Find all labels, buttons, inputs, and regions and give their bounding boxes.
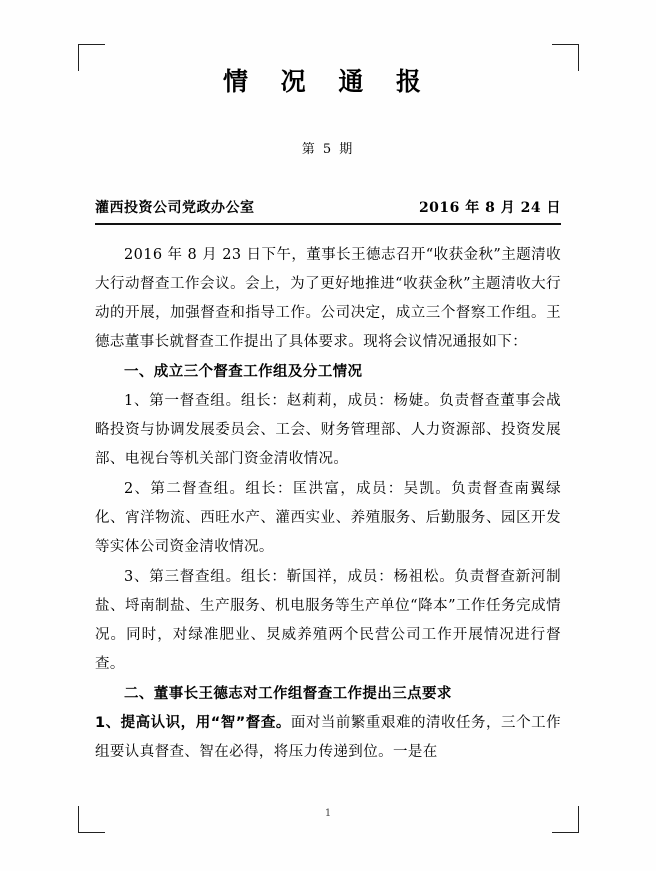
- paragraph-group-three: 3、第三督查组。组长：靳国祥，成员：杨祖松。负责督查新河制盐、埒南制盐、生产服务、机电服务等生产单位“降本”工作任务完成情况。同时，对绿准肥业、炅威养殖两个民营公司工作开展情况进行督查。: [95, 569, 561, 672]
- requirement-one-lead: 1、提高认识，用“智”督查。: [95, 715, 291, 731]
- issue-date: 2016 年 8 月 24 日: [418, 200, 561, 216]
- document-content: [95, 56, 561, 767]
- paragraph-requirement-one: [95, 709, 561, 767]
- paragraph-group-two: 2、第二督查组。组长：匡洪富，成员：吴凯。负责督查南翼绿化、宵洋物流、西旺水产、灌西实业、养殖服务、后勤服务、园区开发等实体公司资金清收情况。: [95, 481, 561, 555]
- requirement-one-text: 面对当前繁重艰难的清收任务，三个工作组要认真督查、智在必得，将压力传递到位。一是在: [95, 715, 562, 760]
- issue-number: 第 5 期: [301, 142, 355, 157]
- paragraph-group-one: 1、第一督查组。组长：赵莉莉，成员：杨婕。负责督查董事会战略投资与协调发展委员会、工会、财务管理部、人力资源部、投资发展部、电视台等机关部门资金清收情况。: [95, 393, 561, 467]
- document-body: [95, 241, 561, 767]
- section-heading-two: 二、董事长王德志对工作组督查工作提出三点要求: [124, 686, 452, 702]
- paragraph-intro: 2016 年 8 月 23 日下午，董事长王德志召开“收获金秋”主题清收大行动督查工作会议。会上，为了更好地推进“收获金秋”主题清收大行动的开展，加强督查和指导工作。公司决定，成立三个督察工作组。王德志董事长就督查工作提出了具体要求。现将会议情况通报如下：: [95, 247, 561, 350]
- page-number: 1: [324, 808, 332, 819]
- section-heading-one: 一、成立三个督查工作组及分工情况: [124, 364, 363, 380]
- document-header-meta: [95, 197, 561, 225]
- issuing-office: 灌西投资公司党政办公室: [95, 200, 255, 216]
- page-title: 情 况 通 报: [222, 67, 434, 96]
